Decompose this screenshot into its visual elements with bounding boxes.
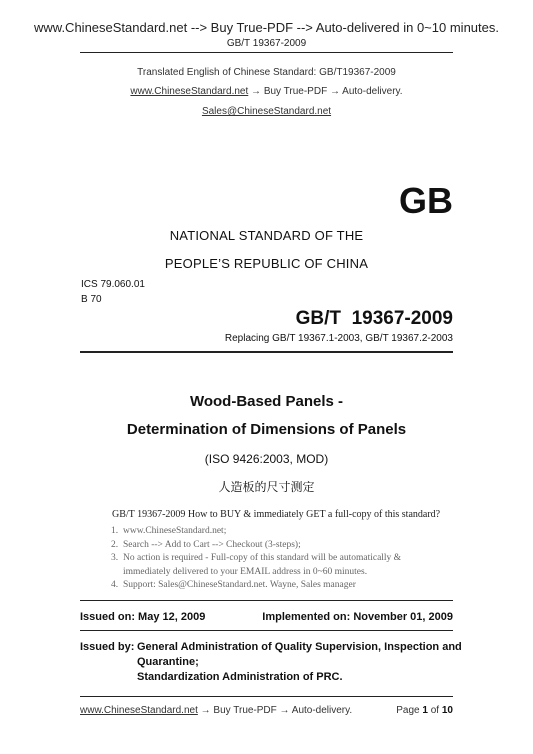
howto-step: 3. No action is required - Full-copy of this standard will be automatically & (111, 553, 402, 564)
intro-site-link[interactable]: www.ChineseStandard.net (130, 86, 249, 97)
intro-email-line (0, 106, 533, 117)
page-total: 10 (441, 705, 453, 716)
howto-step-continuation: immediately delivered to your EMAIL address in 0~60 minutes. (123, 566, 368, 577)
gb-logo: GB (399, 180, 453, 221)
issued-on: Issued on: May 12, 2009 (80, 611, 206, 623)
page-number: 1 (422, 705, 428, 716)
national-line-1: NATIONAL STANDARD OF THE (169, 228, 364, 243)
issued-by-block (80, 640, 462, 685)
header-divider (80, 52, 453, 53)
national-line-2: PEOPLE’S REPUBLIC OF CHINA (164, 256, 369, 271)
dates-bottom-divider (80, 630, 453, 631)
howto-step: 2. Search --> Add to Cart --> Checkout (3-steps); (111, 539, 301, 550)
header-banner: www.ChineseStandard.net --> Buy True-PDF --> Auto-delivered in 0~10 minutes. (34, 20, 499, 35)
title-line-2: Determination of Dimensions of Panels (126, 421, 407, 438)
howto-heading: GB/T 19367-2009 How to BUY & immediately GET a full-copy of this standard? (112, 509, 441, 520)
howto-steps (111, 525, 401, 593)
standard-number: GB/T 19367-2009 (295, 308, 453, 329)
translated-line: Translated English of Chinese Standard: GB/T19367-2009 (137, 67, 396, 78)
footer-site-line (80, 705, 352, 716)
footer-divider (80, 696, 453, 697)
issued-by-label: Issued by: (80, 641, 135, 653)
iso-reference: (ISO 9426:2003, MOD) (204, 452, 329, 466)
ccs-code: B 70 (81, 294, 102, 305)
replacing-note: Replacing GB/T 19367.1-2003, GB/T 19367.2-2003 (224, 333, 453, 344)
page-indicator: Page 1 of 10 (396, 705, 453, 716)
title-divider (80, 351, 453, 353)
footer-site-suffix: → Buy True-PDF → Auto-delivery. (197, 705, 353, 716)
howto-step: 4. Support: Sales@ChineseStandard.net. Wayne, Sales manager (111, 580, 356, 591)
ics-code: ICS 79.060.01 (81, 279, 145, 290)
intro-site-line (0, 86, 533, 97)
title-line-1: Wood-Based Panels - (189, 393, 344, 410)
issued-by-line-2: Quarantine; (137, 656, 199, 668)
dates-top-divider (80, 600, 453, 601)
issued-by-line-3: Standardization Administration of PRC. (137, 671, 343, 683)
footer-site-link[interactable]: www.ChineseStandard.net (80, 705, 198, 716)
implemented-on: Implemented on: November 01, 2009 (262, 611, 453, 623)
howto-step[interactable]: 1. www.ChineseStandard.net; (111, 526, 227, 536)
chinese-title: 人造板的尺寸测定 (218, 480, 315, 494)
header-code: GB/T 19367-2009 (226, 38, 307, 49)
intro-site-suffix: → Buy True-PDF → Auto-delivery. (248, 86, 403, 97)
intro-email-link[interactable]: Sales@ChineseStandard.net (201, 106, 332, 117)
issued-by-line-1: General Administration of Quality Supervision, Inspection and (137, 641, 462, 653)
